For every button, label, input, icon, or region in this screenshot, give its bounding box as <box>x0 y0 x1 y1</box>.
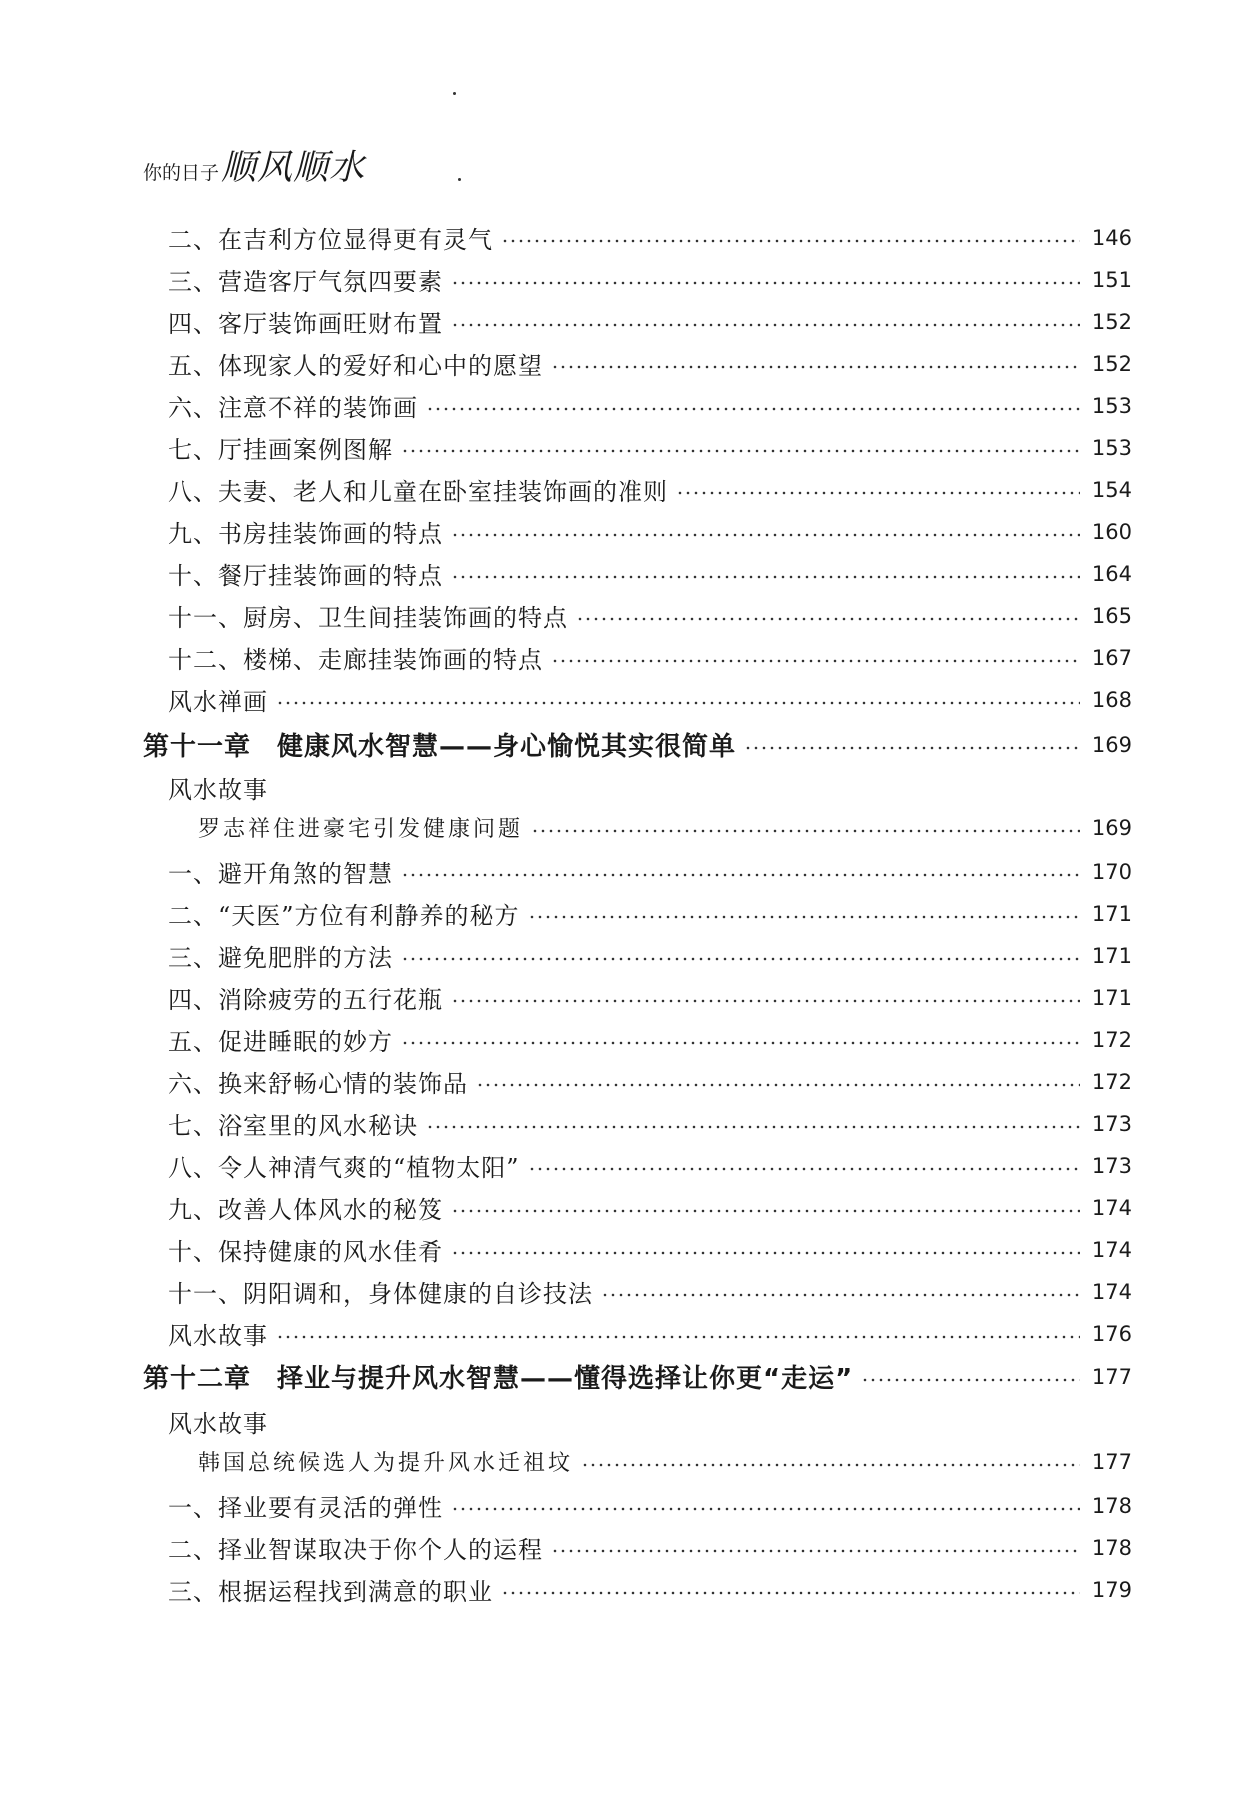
page-number: 174 <box>1091 1195 1132 1220</box>
page-number: 169 <box>1091 732 1132 757</box>
toc-entry-title: 五、促进睡眠的妙方 <box>168 1028 393 1056</box>
dot-leader <box>581 1463 1080 1467</box>
page-number: 152 <box>1091 309 1132 334</box>
toc-entry-title: 八、令人神清气爽的“植物太阳” <box>168 1154 520 1182</box>
toc-entry-row <box>168 1148 1132 1183</box>
page-number: 153 <box>1091 435 1132 460</box>
page-number: 173 <box>1091 1153 1132 1178</box>
dot-leader <box>401 873 1080 877</box>
toc-chapter-row <box>143 726 1132 763</box>
page-number: 172 <box>1091 1069 1132 1094</box>
toc-entry-title: 三、根据运程找到满意的职业 <box>168 1578 493 1606</box>
dot-leader <box>401 1041 1080 1045</box>
toc-story-heading <box>168 770 268 805</box>
dot-leader <box>528 915 1080 919</box>
toc-entry-row <box>168 1316 1132 1351</box>
toc-entry-title: 十、餐厅挂装饰画的特点 <box>168 562 443 590</box>
page-number: 160 <box>1091 519 1132 544</box>
toc-chapter-row <box>143 1358 1132 1395</box>
toc-entry-row <box>168 980 1132 1015</box>
page-number: 153 <box>1091 393 1132 418</box>
dot-leader <box>531 829 1080 833</box>
page-number: 178 <box>1091 1535 1132 1560</box>
dot-leader <box>861 1378 1080 1382</box>
toc-entry-row <box>168 556 1132 591</box>
toc-entry-title: 四、客厅装饰画旺财布置 <box>168 310 443 338</box>
toc-entry-title: 五、体现家人的爱好和心中的愿望 <box>168 352 543 380</box>
toc-entry-title: 九、书房挂装饰画的特点 <box>168 520 443 548</box>
dot-leader <box>676 491 1080 495</box>
header-title: 顺风顺水 <box>221 148 366 188</box>
page-number: 179 <box>1091 1577 1132 1602</box>
toc-entry-row <box>198 812 1132 843</box>
toc-entry-row <box>168 388 1132 423</box>
toc-entry-row <box>168 598 1132 633</box>
header-small-text: 你的日子 <box>143 162 220 184</box>
scan-speck <box>458 178 461 181</box>
dot-leader <box>551 365 1080 369</box>
page-number: 177 <box>1091 1449 1132 1474</box>
page-number: 171 <box>1091 901 1132 926</box>
toc-entry-row <box>168 1106 1132 1141</box>
toc-entry-title: 七、厅挂画案例图解 <box>168 436 393 464</box>
toc-entry-row <box>168 1190 1132 1225</box>
toc-entry-title: 风水故事 <box>168 776 268 804</box>
toc-entry-title: 十、保持健康的风水佳肴 <box>168 1238 443 1266</box>
page-number: 176 <box>1091 1321 1132 1346</box>
dot-leader <box>451 323 1080 327</box>
toc-entry-title: 韩国总统候选人为提升风水迁祖坟 <box>198 1451 574 1476</box>
toc-entry-title: 二、择业智谋取决于你个人的运程 <box>168 1536 543 1564</box>
toc-entry-title: 二、在吉利方位显得更有灵气 <box>168 226 493 254</box>
dot-leader <box>601 1293 1080 1297</box>
page-number: 174 <box>1091 1279 1132 1304</box>
toc-entry-row <box>168 220 1132 255</box>
toc-entry-title: 九、改善人体风水的秘笈 <box>168 1196 443 1224</box>
toc-entry-row <box>168 1488 1132 1523</box>
dot-leader <box>451 1209 1080 1213</box>
toc-entry-row <box>168 304 1132 339</box>
dot-leader <box>451 1251 1080 1255</box>
toc-entry-row <box>168 1022 1132 1057</box>
page-number: 173 <box>1091 1111 1132 1136</box>
dot-leader <box>451 281 1080 285</box>
page-number: 172 <box>1091 1027 1132 1052</box>
dot-leader <box>451 1507 1080 1511</box>
page-number: 171 <box>1091 943 1132 968</box>
page-number: 152 <box>1091 351 1132 376</box>
toc-entry-row <box>168 854 1132 889</box>
dot-leader <box>451 533 1080 537</box>
toc-entry-title: 十一、阴阳调和，身体健康的自诊技法 <box>168 1280 593 1308</box>
dot-leader <box>528 1167 1080 1171</box>
toc-entry-row <box>198 1446 1132 1477</box>
dot-leader <box>551 659 1080 663</box>
toc-entry-title <box>143 726 736 763</box>
toc-entry-row <box>168 896 1132 931</box>
toc-entry-row <box>168 472 1132 507</box>
toc-story-heading <box>168 1404 268 1439</box>
toc-entry-row <box>168 514 1132 549</box>
dot-leader <box>451 999 1080 1003</box>
toc-entry-title: 八、夫妻、老人和儿童在卧室挂装饰画的准则 <box>168 478 668 506</box>
page-number: 146 <box>1091 225 1132 250</box>
toc-entry-row <box>168 1064 1132 1099</box>
toc-entry-row <box>168 1572 1132 1607</box>
toc-entry-row <box>168 938 1132 973</box>
toc-entry-row <box>168 1232 1132 1267</box>
dot-leader <box>501 1591 1080 1595</box>
toc-entry-row <box>168 640 1132 675</box>
dot-leader <box>476 1083 1080 1087</box>
page-number: 177 <box>1091 1364 1132 1389</box>
scan-speck <box>453 92 456 95</box>
toc-entry-row <box>168 682 1132 717</box>
chapter-title: 择业与提升风水智慧——懂得选择让你更“走运” <box>277 1364 854 1394</box>
page-number: 151 <box>1091 267 1132 292</box>
toc-entry-row <box>168 1530 1132 1565</box>
dot-leader <box>401 957 1080 961</box>
dot-leader <box>276 1335 1080 1339</box>
dot-leader <box>426 407 1080 411</box>
toc-entry-title: 六、换来舒畅心情的装饰品 <box>168 1070 468 1098</box>
toc-entry-title: 风水禅画 <box>168 688 268 716</box>
dot-leader <box>551 1549 1080 1553</box>
dot-leader <box>501 239 1080 243</box>
toc-entry-title <box>143 1358 853 1395</box>
toc-entry-title: 罗志祥住进豪宅引发健康问题 <box>198 817 524 842</box>
page-number: 169 <box>1091 815 1132 840</box>
dot-leader <box>576 617 1080 621</box>
toc-entry-row <box>168 262 1132 297</box>
page-number: 164 <box>1091 561 1132 586</box>
page-number: 174 <box>1091 1237 1132 1262</box>
page-number: 168 <box>1091 687 1132 712</box>
page-number: 167 <box>1091 645 1132 670</box>
toc-entry-title: 二、“天医”方位有利静养的秘方 <box>168 902 520 930</box>
toc-entry-title: 十一、厨房、卫生间挂装饰画的特点 <box>168 604 568 632</box>
toc-entry-row <box>168 346 1132 381</box>
chapter-number: 第十二章 <box>143 1364 252 1394</box>
dot-leader <box>451 575 1080 579</box>
toc-entry-title: 六、注意不祥的装饰画 <box>168 394 418 422</box>
dot-leader <box>401 449 1080 453</box>
chapter-number: 第十一章 <box>143 732 252 762</box>
running-header <box>143 140 365 190</box>
page-number: 170 <box>1091 859 1132 884</box>
toc-entry-title: 七、浴室里的风水秘诀 <box>168 1112 418 1140</box>
page-number: 178 <box>1091 1493 1132 1518</box>
toc-entry-title: 四、消除疲劳的五行花瓶 <box>168 986 443 1014</box>
toc-entry-title: 三、营造客厅气氛四要素 <box>168 268 443 296</box>
toc-entry-title: 风水故事 <box>168 1322 268 1350</box>
toc-entry-title: 十二、楼梯、走廊挂装饰画的特点 <box>168 646 543 674</box>
dot-leader <box>276 701 1080 705</box>
toc-entry-title: 风水故事 <box>168 1410 268 1438</box>
toc-entry-row <box>168 1274 1132 1309</box>
toc-entry-title: 一、择业要有灵活的弹性 <box>168 1494 443 1522</box>
toc-entry-row <box>168 430 1132 465</box>
page-number: 154 <box>1091 477 1132 502</box>
toc-entry-title: 三、避免肥胖的方法 <box>168 944 393 972</box>
dot-leader <box>426 1125 1080 1129</box>
page-number: 171 <box>1091 985 1132 1010</box>
page-number: 165 <box>1091 603 1132 628</box>
dot-leader <box>744 746 1080 750</box>
toc-entry-title: 一、避开角煞的智慧 <box>168 860 393 888</box>
chapter-title: 健康风水智慧——身心愉悦其实很简单 <box>277 732 737 762</box>
